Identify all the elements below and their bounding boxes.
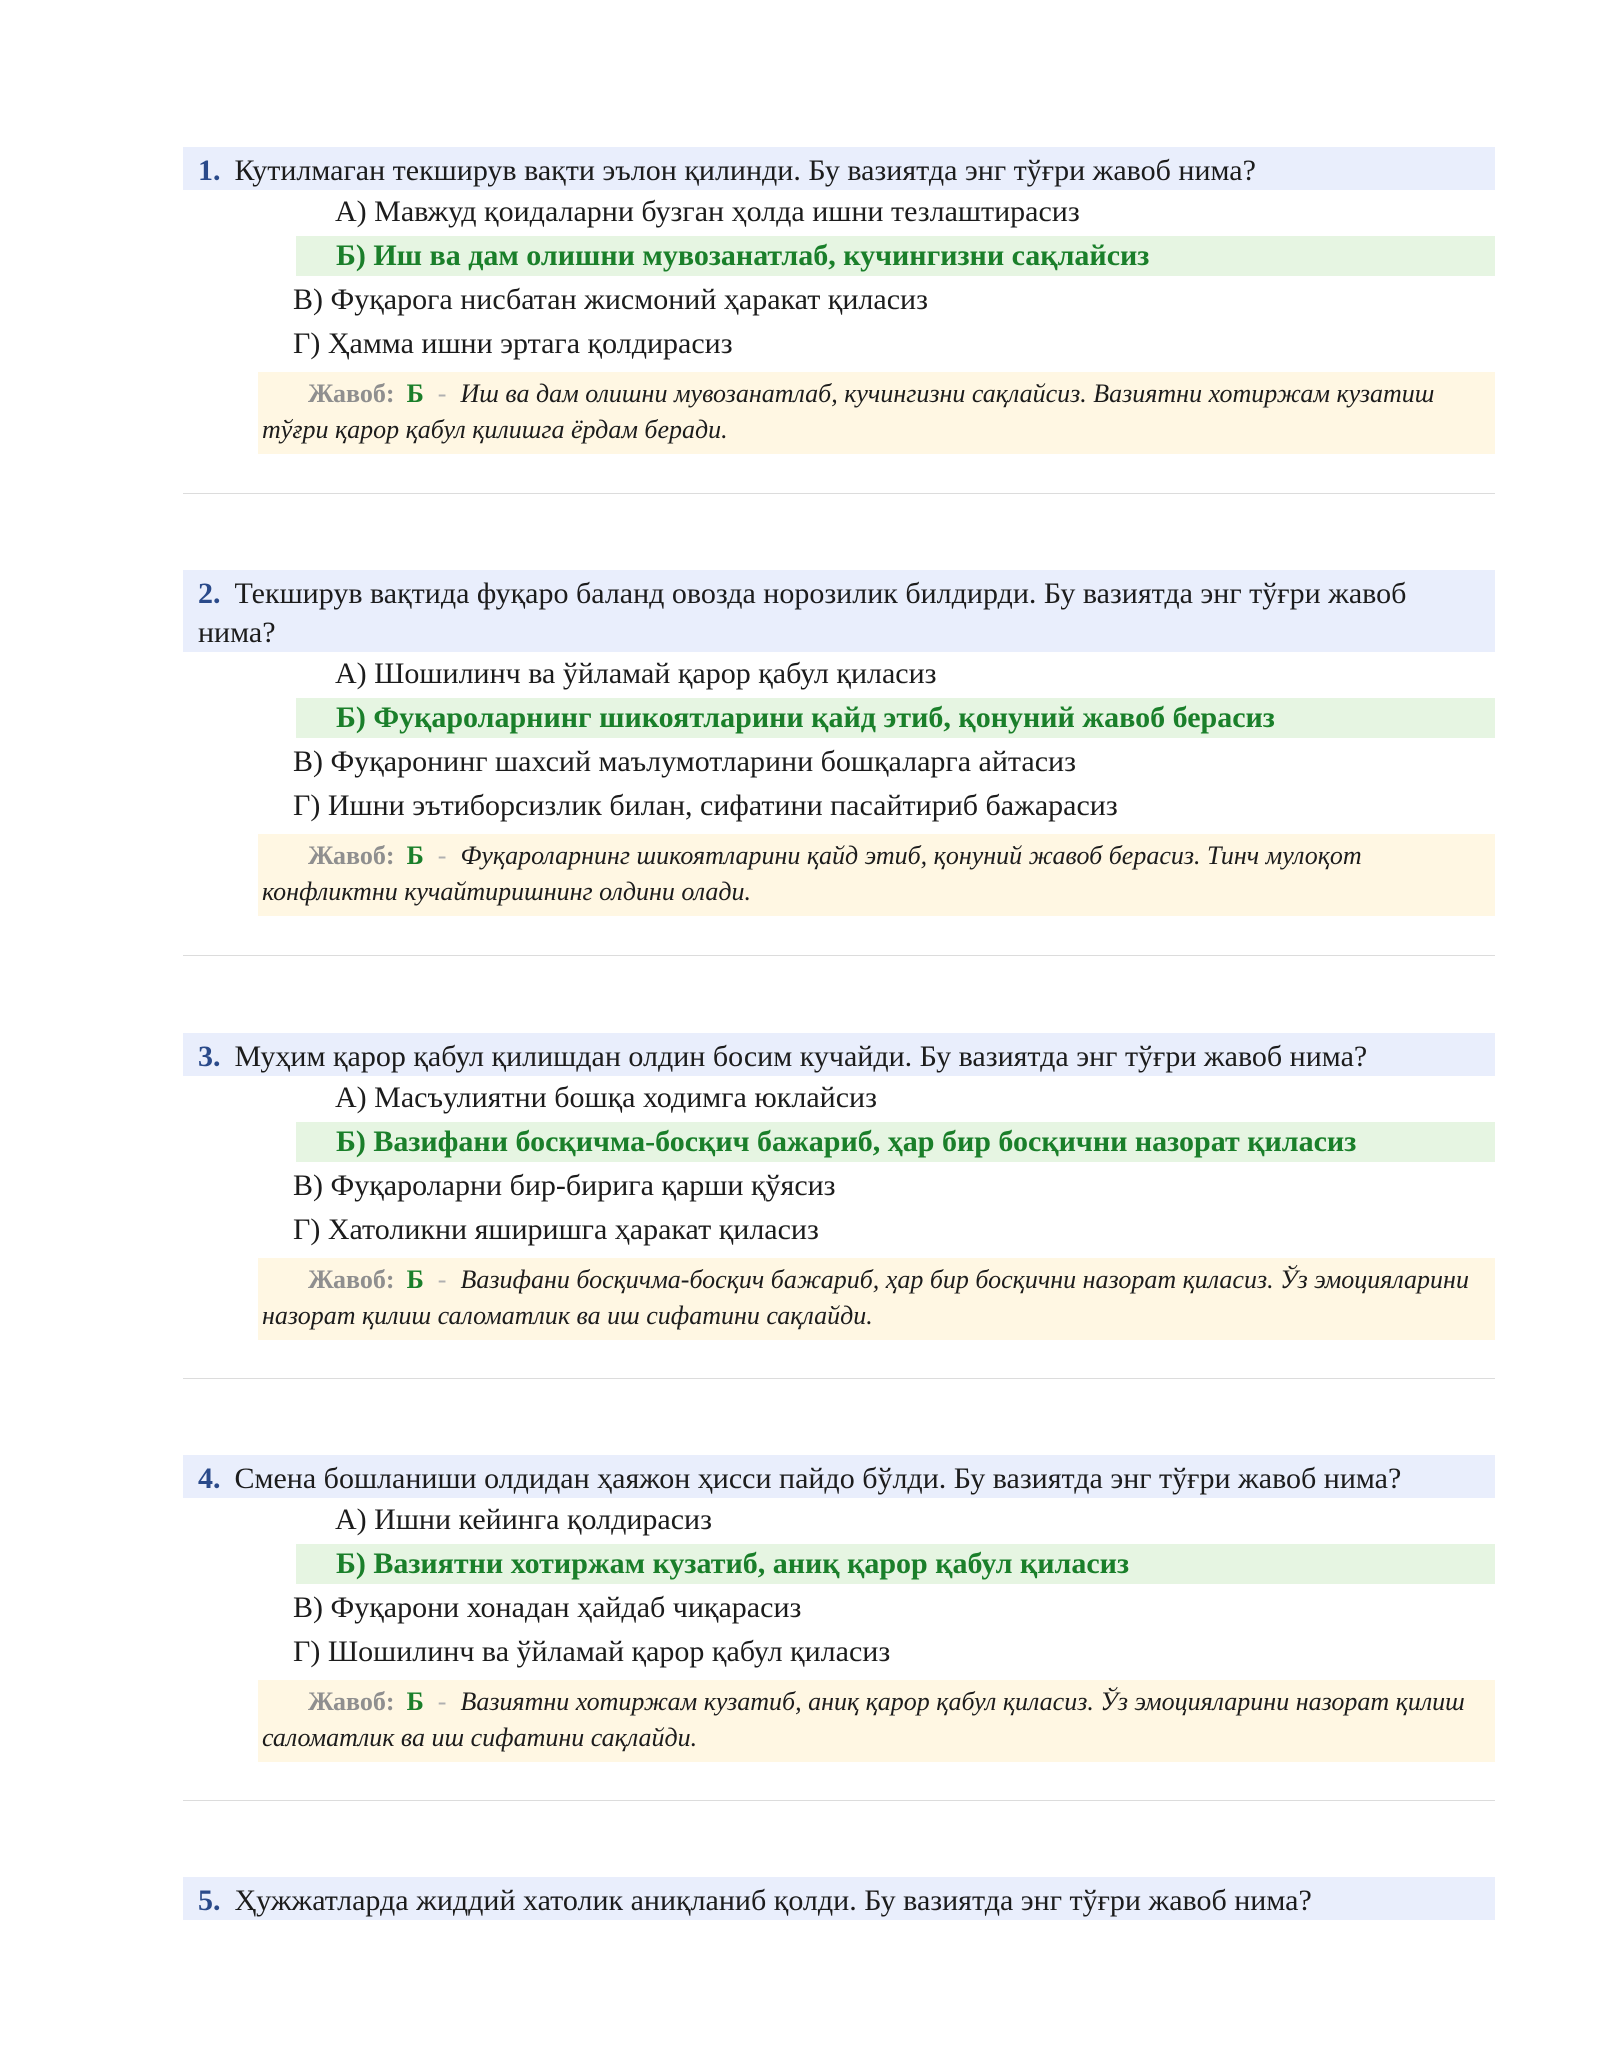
- question-text: [183, 147, 1495, 190]
- answer-explanation: Вазифани босқичма-босқич бажариб, ҳар бир босқични назорат қиласиз. Ўз эмоцияларини назорат қилиш саломатлик ва иш сифатини сақлайди.: [262, 1265, 1469, 1330]
- question-title: Текширув вақтида фуқаро баланд овозда норозилик билдирди. Бу вазиятда энг тўғри жавоб нима?: [198, 577, 1407, 649]
- option-g: Г) Ҳамма ишни эртага қолдирасиз: [293, 327, 733, 360]
- answer-explanation: Вазиятни хотиржам кузатиб, аниқ қарор қабул қиласиз. Ўз эмоцияларини назорат қилиш саломатлик ва иш сифатини сақлайди.: [262, 1687, 1465, 1752]
- answer-box: [258, 1680, 1495, 1762]
- question-number: 4.: [198, 1462, 221, 1495]
- option-g: Г) Хатоликни яширишга ҳаракат қиласиз: [293, 1213, 819, 1246]
- answer-dash: -: [437, 1687, 447, 1716]
- option-g: Г) Ишни эътиборсизлик билан, сифатини пасайтириб бажарасиз: [293, 789, 1118, 822]
- option-a: А) Ишни кейинга қолдирасиз: [335, 1503, 712, 1536]
- question-title: Муҳим қарор қабул қилишдан олдин босим кучайди. Бу вазиятда энг тўғри жавоб нима?: [234, 1040, 1368, 1073]
- question-text: [183, 1877, 1495, 1920]
- option-v: В) Фуқарони хонадан ҳайдаб чиқарасиз: [293, 1591, 802, 1624]
- option-v: В) Фуқарога нисбатан жисмоний ҳаракат қиласиз: [293, 283, 928, 316]
- option-a: А) Мавжуд қоидаларни бузган ҳолда ишни тезлаштирасиз: [335, 195, 1080, 228]
- answer-label: Жавоб:: [308, 379, 395, 408]
- answer-dash: -: [437, 1265, 447, 1294]
- divider: [183, 493, 1495, 494]
- answer-explanation: Фуқароларнинг шикоятларини қайд этиб, қонуний жавоб берасиз. Тинч мулоқот конфликтни кучайтиришнинг олдини олади.: [262, 841, 1362, 906]
- answer-label: Жавоб:: [308, 1687, 395, 1716]
- option-b-correct: Б) Фуқароларнинг шикоятларини қайд этиб, қонуний жавоб берасиз: [296, 698, 1495, 738]
- question-block-5: [183, 1877, 1495, 1920]
- option-b-correct: Б) Вазифани босқичма-босқич бажариб, ҳар бир босқични назорат қиласиз: [296, 1122, 1495, 1162]
- answer-explanation: Иш ва дам олишни мувозанатлаб, кучингизни сақлайсиз. Вазиятни хотиржам кузатиш тўғри қарор қабул қилишга ёрдам беради.: [262, 379, 1435, 444]
- question-title: Кутилмаган текширув вақти эълон қилинди. Бу вазиятда энг тўғри жавоб нима?: [234, 154, 1256, 187]
- divider: [183, 1800, 1495, 1801]
- question-block-1: [183, 147, 1495, 454]
- question-title: Смена бошланиши олдидан ҳаяжон ҳисси пайдо бўлди. Бу вазиятда энг тўғри жавоб нима?: [234, 1462, 1402, 1495]
- divider: [183, 955, 1495, 956]
- answer-key: Б: [406, 1265, 424, 1294]
- answer-dash: -: [437, 379, 447, 408]
- answer-box: [258, 834, 1495, 916]
- question-number: 3.: [198, 1040, 221, 1073]
- answer-label: Жавоб:: [308, 841, 395, 870]
- question-block-3: [183, 1033, 1495, 1340]
- option-b-correct: Б) Иш ва дам олишни мувозанатлаб, кучингизни сақлайсиз: [296, 236, 1495, 276]
- option-a: А) Масъулиятни бошқа ходимга юклайсиз: [335, 1081, 877, 1114]
- question-block-4: [183, 1455, 1495, 1762]
- option-g: Г) Шошилинч ва ўйламай қарор қабул қиласиз: [293, 1635, 891, 1668]
- option-v: В) Фуқароларни бир-бирига қарши қўясиз: [293, 1169, 836, 1202]
- question-text: [183, 1033, 1495, 1076]
- answer-dash: -: [437, 841, 447, 870]
- question-number: 1.: [198, 154, 221, 187]
- answer-box: [258, 372, 1495, 454]
- answer-label: Жавоб:: [308, 1265, 395, 1294]
- answer-key: Б: [406, 379, 424, 408]
- answer-key: Б: [406, 841, 424, 870]
- divider: [183, 1378, 1495, 1379]
- option-a: А) Шошилинч ва ўйламай қарор қабул қиласиз: [335, 657, 937, 690]
- question-block-2: [183, 570, 1495, 916]
- question-number: 5.: [198, 1884, 221, 1917]
- option-b-correct: Б) Вазиятни хотиржам кузатиб, аниқ қарор қабул қиласиз: [296, 1544, 1495, 1584]
- answer-box: [258, 1258, 1495, 1340]
- question-text: [183, 570, 1495, 652]
- question-title: Ҳужжатларда жиддий хатолик аниқланиб қолди. Бу вазиятда энг тўғри жавоб нима?: [234, 1884, 1312, 1917]
- answer-key: Б: [406, 1687, 424, 1716]
- question-text: [183, 1455, 1495, 1498]
- option-v: В) Фуқаронинг шахсий маълумотларини бошқаларга айтасиз: [293, 745, 1076, 778]
- question-number: 2.: [198, 577, 221, 610]
